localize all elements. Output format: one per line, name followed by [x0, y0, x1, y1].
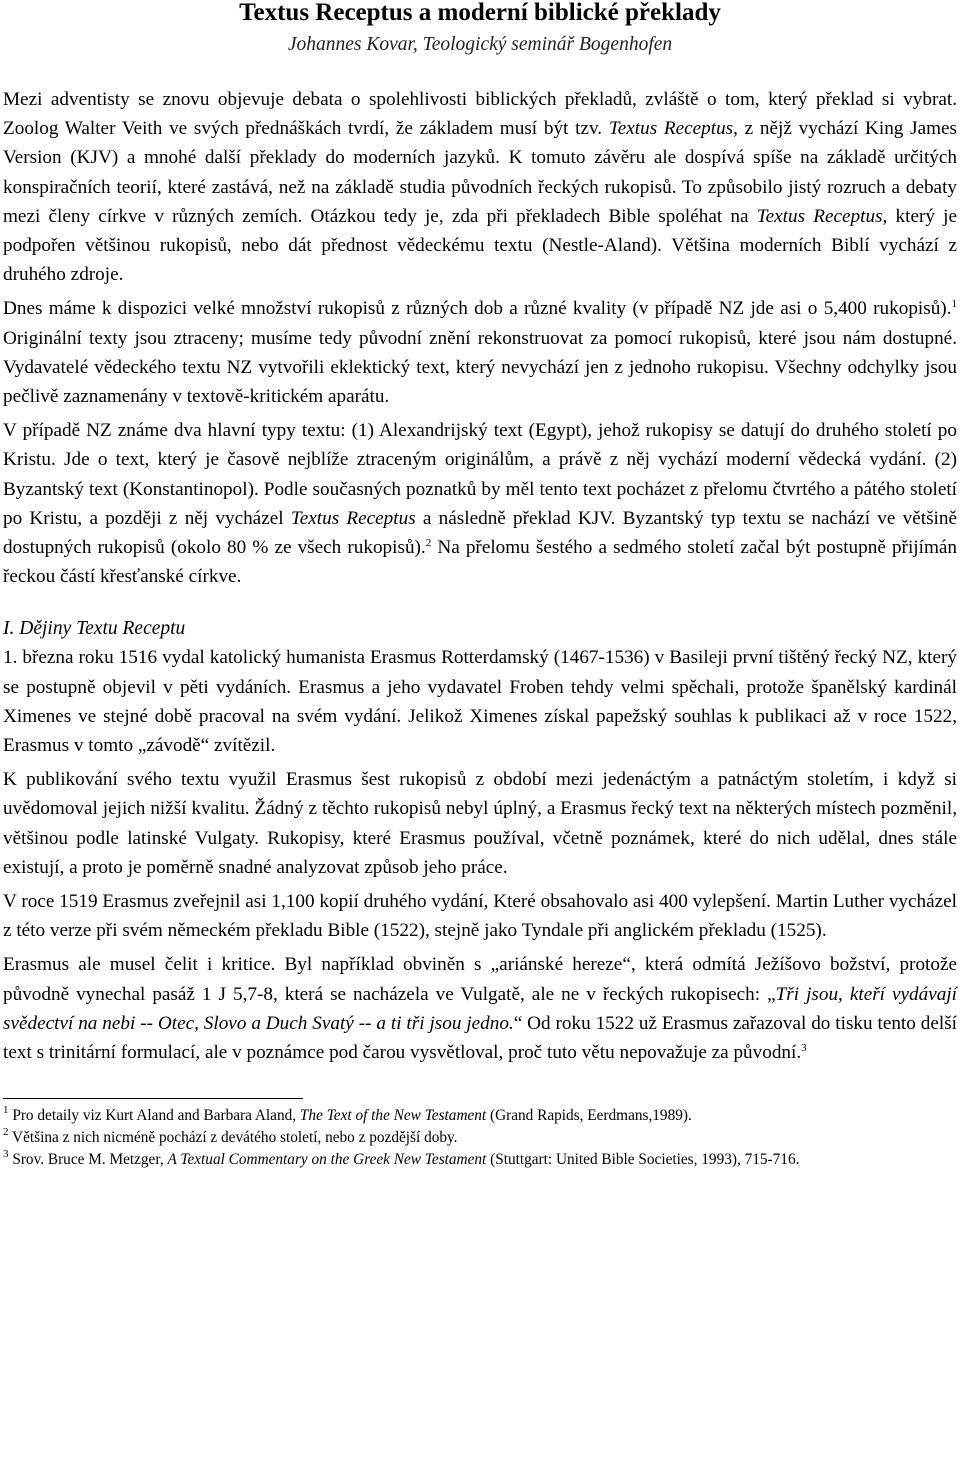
- paragraph-text-types: V případě NZ známe dva hlavní typy textu: (1) Alexandrijský text (Egypt), jehož rukopisy se datují do druhého století po Kristu. Jde o text, který je časově nejblíže ztraceným originálům, a právě z něj vychází moderní vědecká vydání. (2) Byzantský text (Konstantinopol). Podle současných poznatků by měl tento text pocházet z přelomu čtvrtého a pátého století po Kristu, a později z něj vycházel Textus Receptus a následně překlad KJV. Byzantský typ textu se nachází ve většině dostupných rukopisů (okolo 80 % ze všech rukopisů).$^2$ Na přelomu šestého a sedmého století začal být postupně přijímán řeckou částí křesťanské církve.: [3, 420, 957, 588]
- section-heading: I. Dějiny Textu Receptu: [3, 618, 186, 640]
- paragraph-manuscripts: Dnes máme k dispozici velké množství rukopisů z různých dob a různé kvality (v případě NZ jde asi o 5,400 rukopisů).$^1$ Originální texty jsou ztraceny; musíme tedy původní znění rekonstruovat za pomocí rukopisů, které jsou nám dostupné. Vydavatelé vědeckého textu NZ vytvořili eklektický text, který nevychází jen z jednoho rukopisu. Všechny odchylky jsou pečlivě zaznamenány v textově-kritickém aparátu.: [3, 298, 957, 408]
- document-author: Johannes Kovar, Teologický seminář Bogenhofen: [287, 34, 673, 55]
- paragraph-criticism: Erasmus ale musel čelit i kritice. Byl například obviněn s „ariánské hereze“, která odmítá Ježíšovo božství, protože původně vynechal pasáž 1 J 5,7-8, která se nacházela ve Vulgatě, ale ne v řeckých rukopisech: „Tři jsou, kteří vydávají svědectví na nebi -- Otec, Slovo a Duch Svatý -- a ti tři jsou jedno.“ Od roku 1522 už Erasmus zařazoval do tisku tento delší text s trinitární formulací, ale v poznámce pod čarou vysvětloval, proč tuto větu nepovažuje za původní.$^3$: [3, 954, 957, 1064]
- document-title: Textus Receptus a moderní biblické překlady: [239, 0, 721, 26]
- footnote-2: $^2$ Většina z nich nicméně pochází z devátého století, nebo z pozdější doby.: [3, 1126, 458, 1147]
- document-body: [3, 85, 957, 1067]
- footnotes: [3, 1105, 957, 1171]
- footnote-1: $^1$ Pro detaily viz Kurt Aland and Barbara Aland, The Text of the New Testament (Grand Rapids, Eerdmans,1989).: [3, 1104, 692, 1125]
- footnote-ref-3[interactable]: 3: [801, 1042, 807, 1055]
- footnote-3: $^3$ Srov. Bruce M. Metzger, A Textual Commentary on the Greek New Testament (Stuttgart: United Bible Societies, 1993), 715-716.: [3, 1148, 800, 1169]
- paragraph-erasmus-manuscripts: K publikování svého textu využil Erasmus šest rukopisů z období mezi jedenáctým a patnáctým stoletím, i když si uvědomoval jejich nižší kvalitu. Žádný z těchto rukopisů nebyl úplný, a Erasmus řecký text na některých místech pozměnil, většinou podle latinské Vulgaty. Rukopisy, které Erasmus používal, včetně poznámek, které do nich udělal, dnes stále existují, a proto je poměrně snadné analyzovat způsob jeho práce.: [3, 769, 957, 878]
- footnote-ref-1[interactable]: 1: [951, 298, 957, 311]
- footnote-ref-2[interactable]: 2: [425, 537, 432, 550]
- paragraph-intro: Mezi adventisty se znovu objevuje debata o spolehlivosti biblických překladů, zvláště o tom, který překlad si vybrat. Zoolog Walter Veith ve svých přednáškách tvrdí, že základem musí být tzv. Textus Receptus, z nějž vychází King James Version (KJV) a mnohé další překlady do moderních jazyků. K tomuto závěru ale dospívá spíše na základě určitých konspiračních teorií, které zastává, než na základě studia původních řeckých rukopisů. To způsobilo jistý rozruch a debaty mezi členy církve v různých zemích. Otázkou tedy je, zda při překladech Bible spoléhat na Textus Receptus, který je podpořen většinou rukopisů, nebo dát přednost vědeckému textu (Nestle-Aland). Většina moderních Biblí vychází z druhého zdroje.: [3, 89, 958, 286]
- paragraph-history-1516: 1. března roku 1516 vydal katolický humanista Erasmus Rotterdamský (1467-1536) v Basileji první tištěný řecký NZ, který se postupně objevil v pěti vydáních. Erasmus a jeho vydavatel Froben tehdy velmi spěchali, protože španělský kardinál Ximenes ve stejné době pracoval na svém vydání. Jelikož Ximenes získal papežský souhlas k publikaci až v roce 1522, Erasmus v tomto „závodě“ zvítězil.: [3, 647, 957, 757]
- document-page: [3, 0, 957, 1171]
- footnote-separator: [3, 1098, 303, 1099]
- paragraph-second-edition: V roce 1519 Erasmus zveřejnil asi 1,100 kopií druhého vydání, Které obsahovalo asi 400 vylepšení. Martin Luther vycházel z této verze při svém německém překladu Bible (1522), stejně jako Tyndale při anglickém překladu (1525).: [3, 891, 957, 942]
